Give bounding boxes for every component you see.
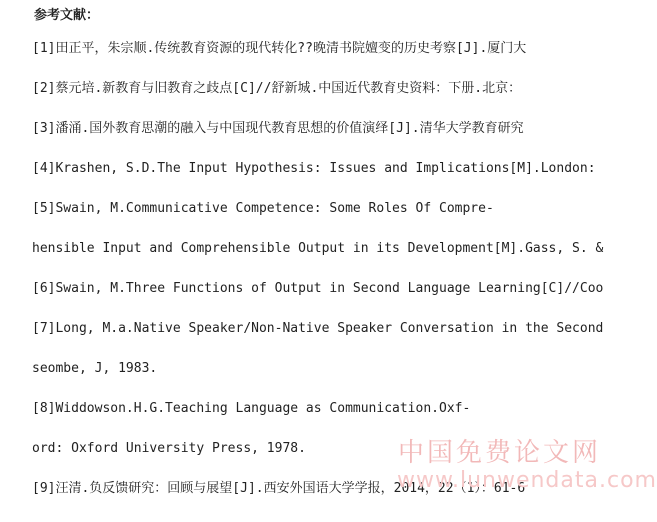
reference-line: [2]蔡元培.新教育与旧教育之歧点[C]//舒新城.中国近代教育史资料：下册.北京：: [32, 81, 522, 96]
reference-line: [6]Swain, M.Three Functions of Output in Second Language Learning[C]//Coo: [32, 281, 604, 296]
reference-line: [8]Widdowson.H.G.Teaching Language as Communication.Oxf-: [32, 401, 471, 416]
watermark-url: www.lunwendata.com: [397, 468, 657, 493]
reference-line: [7]Long, M.a.Native Speaker/Non-Native Speaker Conversation in the Second: [32, 321, 604, 336]
reference-line: [5]Swain, M.Communicative Competence: Some Roles Of Compre-: [32, 201, 494, 216]
reference-line: hensible Input and Comprehensible Output in its Development[M].Gass, S. &: [32, 241, 604, 256]
references-heading: 参考文献：: [34, 8, 100, 23]
reference-line: [1]田正平，朱宗顺.传统教育资源的现代转化??晚清书院嬗变的历史考察[J].厦门大: [32, 41, 527, 56]
reference-line: seombe, J, 1983.: [32, 361, 158, 376]
reference-line: [4]Krashen, S.D.The Input Hypothesis: Issues and Implications[M].London:: [32, 161, 596, 176]
reference-line: [9]汪清.负反馈研究：回顾与展望[J].西安外国语大学学报，2014，22（1）：61-6: [32, 481, 526, 496]
watermark-title: 中国免费论文网: [398, 438, 602, 468]
reference-line: [3]潘涌.国外教育思潮的融入与中国现代教育思想的价值演绎[J].清华大学教育研究: [32, 121, 524, 136]
reference-line: ord: Oxford University Press, 1978.: [32, 441, 306, 456]
